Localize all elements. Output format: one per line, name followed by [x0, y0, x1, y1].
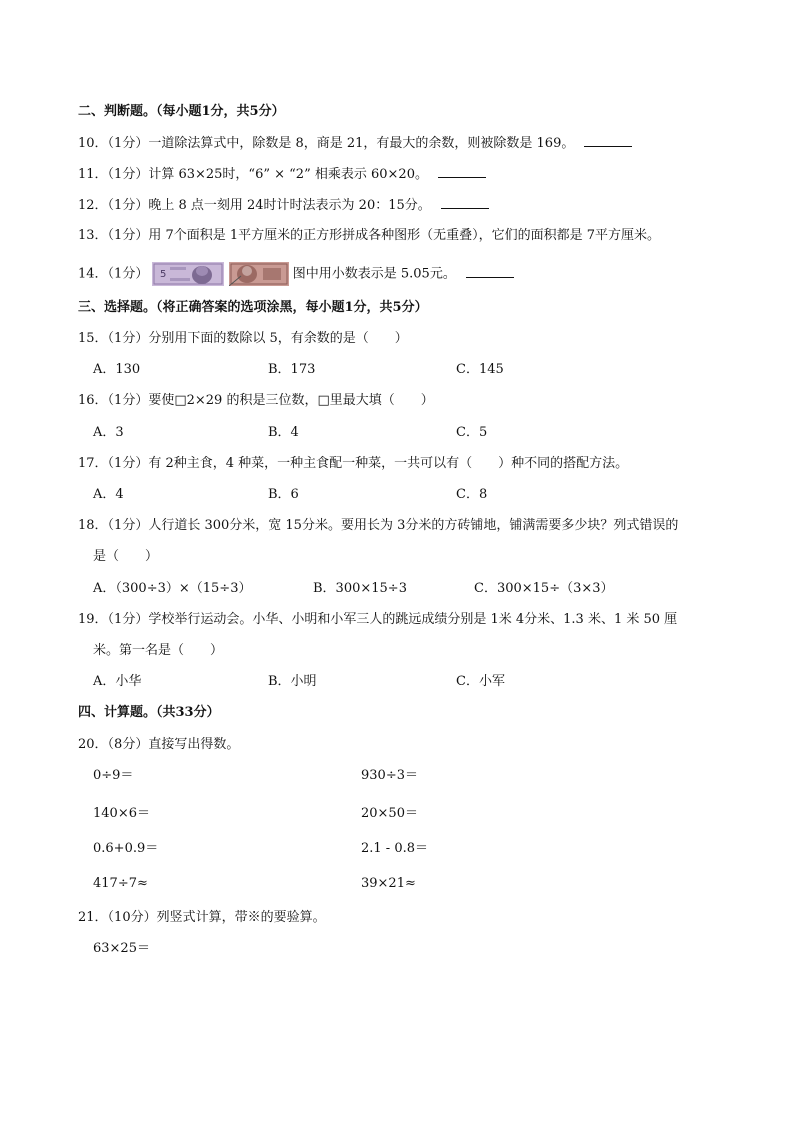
question-text: 分别用下面的数除以 5，有余数的是（ ） [148, 331, 408, 346]
calc-item: 930÷3＝ [361, 768, 418, 783]
question-score: （1分） [107, 198, 149, 213]
calc-item: 20×50＝ [361, 806, 418, 821]
question-number: 15． [78, 331, 108, 346]
question-text-continued: 是（ ） [93, 549, 159, 564]
question-text: 用 7个面积是 1平方厘米的正方形拼成各种图形（无重叠），它们的面积都是 7平方厘米。 [148, 228, 661, 243]
option-a[interactable]: A．（300÷3）×（15÷3） [93, 581, 252, 596]
section-title-calculation: 四、计算题。（共33分） [78, 705, 220, 720]
option-c[interactable]: C．145 [456, 362, 504, 377]
question-14 [78, 262, 514, 286]
section-title-choice: 三、选择题。（将正确答案的选项涂黑，每小题1分，共5分） [78, 300, 428, 315]
question-text: 要使□2×29 的积是三位数，□里最大填（ ） [148, 393, 434, 408]
calc-item: 63×25＝ [93, 941, 150, 956]
question-score: （1分） [107, 612, 149, 627]
question-21 [78, 909, 326, 927]
question-18 [78, 517, 678, 535]
question-score: （10分） [107, 910, 157, 925]
question-16 [78, 392, 434, 410]
question-number: 11． [78, 167, 108, 182]
question-score: （1分） [107, 266, 149, 282]
option-b[interactable]: B．小明 [268, 674, 317, 689]
question-score: （8分） [107, 737, 149, 752]
calc-item: 2.1 - 0.8＝ [361, 841, 429, 856]
question-text: 计算 63×25时，“6” × “2” 相乘表示 60×20。 [148, 167, 428, 182]
question-number: 20． [78, 737, 108, 752]
question-number: 13． [78, 228, 108, 243]
option-c[interactable]: C．5 [456, 425, 488, 440]
question-17 [78, 455, 628, 473]
question-text: 学校举行运动会。小华、小明和小军三人的跳远成绩分别是 1米 4分米、1.3 米、1 米 50 厘 [148, 612, 678, 627]
five-yuan-banknote-image [152, 262, 224, 286]
question-score: （1分） [107, 228, 149, 243]
answer-blank[interactable] [438, 165, 486, 178]
svg-text:5: 5 [160, 269, 167, 280]
question-number: 19． [78, 612, 108, 627]
answer-blank[interactable] [466, 265, 514, 278]
question-text: 晚上 8 点一刻用 24时计时法表示为 20：15分。 [148, 198, 431, 213]
option-a[interactable]: A．小华 [93, 674, 142, 689]
option-b[interactable]: B．6 [268, 487, 299, 502]
question-19 [78, 611, 677, 629]
question-number: 12． [78, 198, 108, 213]
option-b[interactable]: B．173 [268, 362, 316, 377]
question-number: 21． [78, 910, 108, 925]
question-score: （1分） [107, 167, 149, 182]
question-text: 有 2种主食，4 种菜，一种主食配一种菜，一共可以有（ ）种不同的搭配方法。 [148, 456, 629, 471]
option-c[interactable]: C．8 [456, 487, 488, 502]
calc-item: 39×21≈ [361, 876, 416, 891]
section-title-judgment: 二、判断题。（每小题1分，共5分） [78, 104, 285, 119]
option-a[interactable]: A．3 [93, 425, 124, 440]
question-text: 图中用小数表示是 5.05元。 [292, 266, 456, 282]
question-score: （1分） [107, 331, 149, 346]
question-text: 一道除法算式中，除数是 8，商是 21，有最大的余数，则被除数是 169。 [148, 136, 575, 151]
question-score: （1分） [107, 518, 149, 533]
option-a[interactable]: A．130 [93, 362, 141, 377]
option-c[interactable]: C．小军 [456, 674, 505, 689]
question-number: 17． [78, 456, 108, 471]
five-jiao-banknote-image [229, 262, 289, 286]
question-text: 人行道长 300分米，宽 15分米。要用长为 3分米的方砖铺地，铺满需要多少块？列式错误的 [148, 518, 679, 533]
question-number: 18． [78, 518, 108, 533]
calc-item: 0÷9＝ [93, 768, 134, 783]
option-b[interactable]: B．4 [268, 425, 299, 440]
option-b[interactable]: B．300×15÷3 [313, 581, 407, 596]
question-number: 10． [78, 136, 108, 151]
option-a[interactable]: A．4 [93, 487, 124, 502]
answer-blank[interactable] [584, 134, 632, 147]
question-score: （1分） [107, 456, 149, 471]
question-score: （1分） [107, 393, 149, 408]
question-number: 14． [78, 266, 108, 282]
question-11 [78, 165, 486, 184]
question-13 [78, 227, 660, 245]
option-c[interactable]: C．300×15÷（3×3） [474, 581, 614, 596]
calc-item: 417÷7≈ [93, 876, 148, 891]
calc-item: 0.6+0.9＝ [93, 841, 159, 856]
question-text: 列竖式计算，带※的要验算。 [156, 910, 326, 925]
question-15 [78, 330, 408, 348]
question-text: 直接写出得数。 [148, 737, 240, 752]
question-12 [78, 196, 489, 215]
question-20 [78, 736, 239, 754]
answer-blank[interactable] [441, 196, 489, 209]
question-text-continued: 米。第一名是（ ） [93, 643, 224, 658]
question-10 [78, 134, 632, 153]
calc-item: 140×6＝ [93, 806, 150, 821]
question-number: 16． [78, 393, 108, 408]
question-score: （1分） [107, 136, 149, 151]
